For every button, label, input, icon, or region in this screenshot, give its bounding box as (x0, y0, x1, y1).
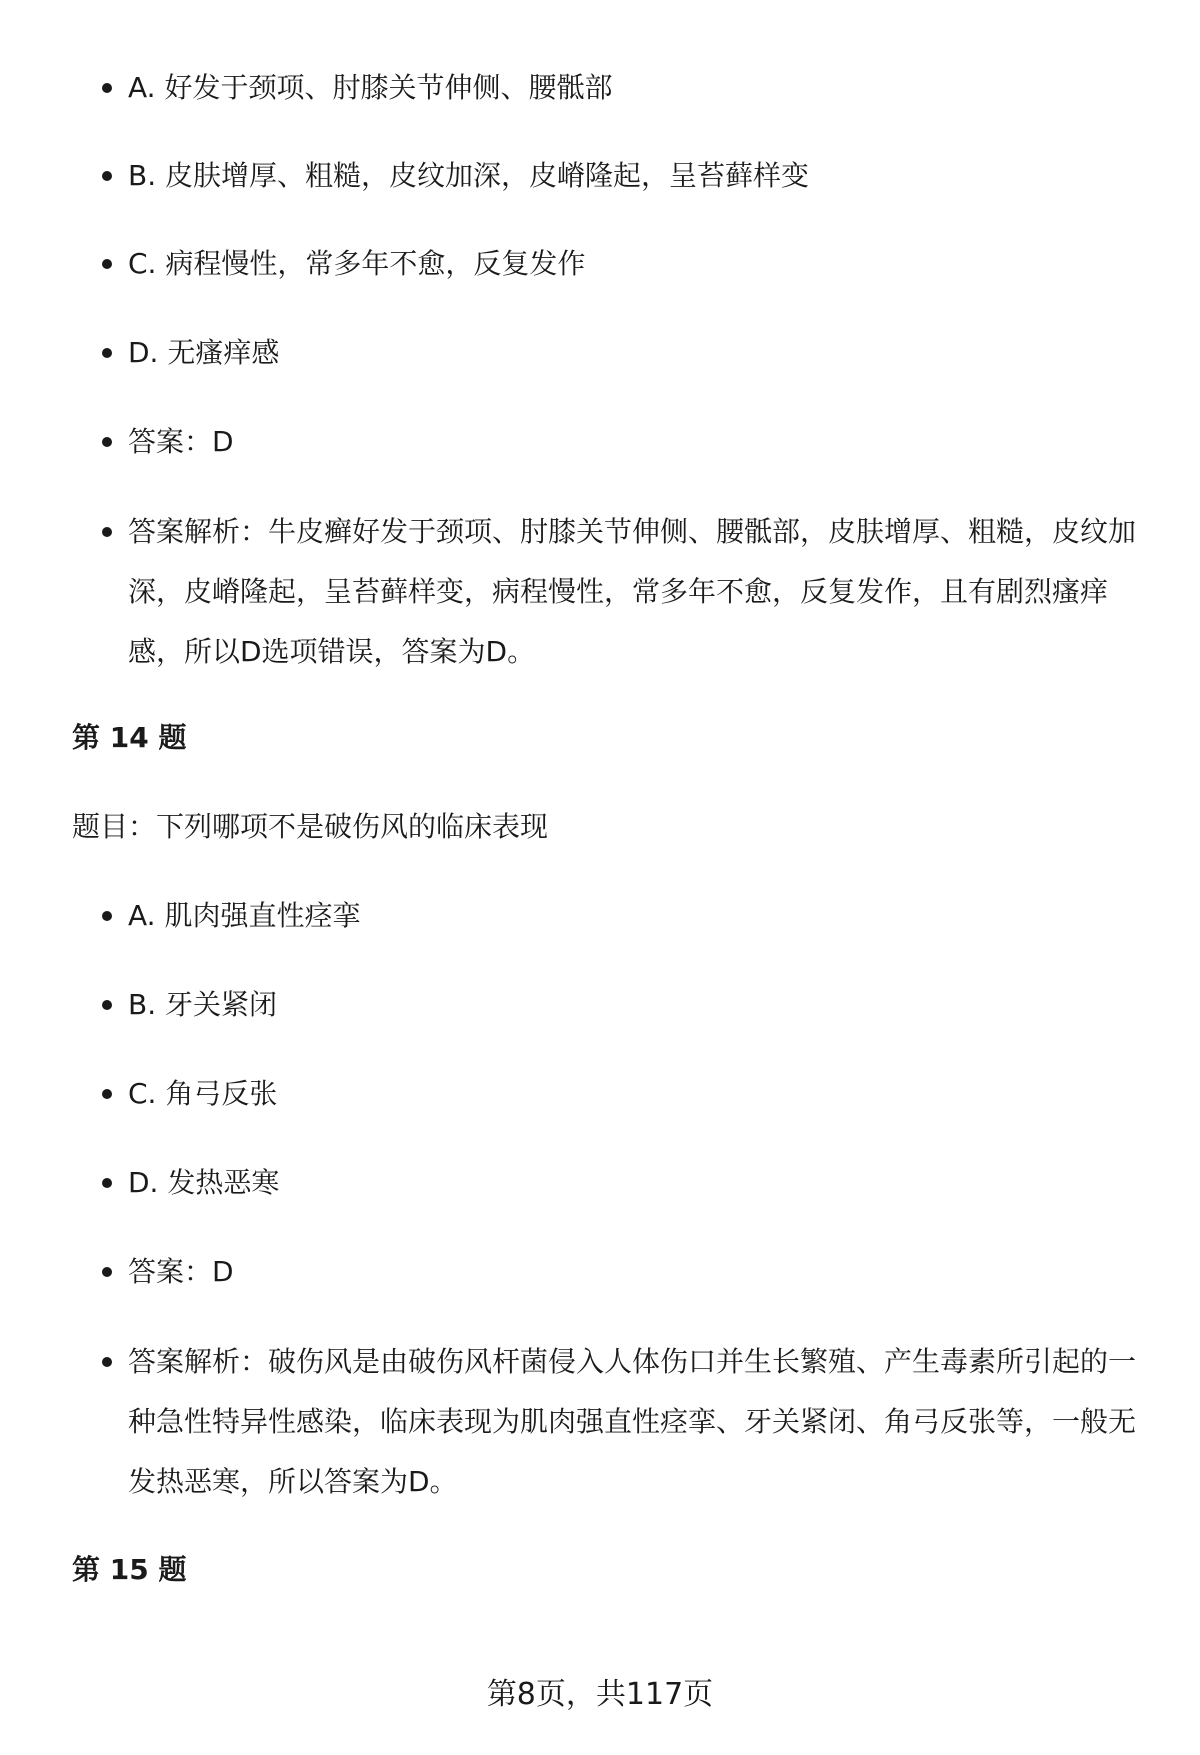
list-item (128, 323, 1138, 383)
bullet-icon (102, 1089, 112, 1099)
list-item (128, 1153, 1138, 1213)
option-c: C. 病程慢性，常多年不愈，反复发作 (128, 247, 586, 280)
question-heading: 第 15 题 (72, 1553, 187, 1586)
explanation-text: 答案解析：牛皮癣好发于颈项、肘膝关节伸侧、腰骶部，皮肤增厚、粗糙，皮纹加深，皮嵴隆起，呈苔藓样变，病程慢性，常多年不愈，反复发作，且有剧烈瘙痒感，所以D选项错误，答案为D。 (128, 515, 1137, 668)
bullet-icon (102, 83, 112, 93)
bullet-icon (102, 437, 112, 447)
option-a: A. 好发于颈项、肘膝关节伸侧、腰骶部 (128, 71, 613, 104)
bullet-icon (102, 1178, 112, 1188)
bullet-icon (102, 259, 112, 269)
answer-text: 答案：D (128, 425, 234, 458)
list-item (128, 1242, 1138, 1302)
list-item (128, 146, 1138, 206)
list-item (128, 412, 1138, 472)
question-text: 题目：下列哪项不是破伤风的临床表现 (72, 810, 549, 843)
page-number: 第8页，共117页 (486, 1677, 714, 1712)
bullet-icon (102, 527, 112, 537)
list-item (128, 1332, 1138, 1512)
explanation-text: 答案解析：破伤风是由破伤风杆菌侵入人体伤口并生长繁殖、产生毒素所引起的一种急性特异性感染，临床表现为肌肉强直性痉挛、牙关紧闭、角弓反张等，一般无发热恶寒，所以答案为D。 (128, 1345, 1137, 1498)
option-b: B. 皮肤增厚、粗糙，皮纹加深，皮嵴隆起，呈苔藓样变 (128, 159, 810, 192)
option-b: B. 牙关紧闭 (128, 988, 278, 1021)
option-a: A. 肌肉强直性痉挛 (128, 899, 361, 932)
bullet-icon (102, 911, 112, 921)
list-item (128, 975, 1138, 1035)
bullet-icon (102, 1000, 112, 1010)
bullet-icon (102, 1267, 112, 1277)
bullet-icon (102, 1357, 112, 1367)
question-heading: 第 14 题 (72, 721, 187, 754)
option-d: D. 发热恶寒 (128, 1166, 280, 1199)
bullet-icon (102, 348, 112, 358)
bullet-icon (102, 171, 112, 181)
list-item (128, 1064, 1138, 1124)
answer-text: 答案：D (128, 1255, 234, 1288)
list-item (128, 502, 1138, 682)
list-item (128, 234, 1138, 294)
option-d: D. 无瘙痒感 (128, 336, 280, 369)
option-c: C. 角弓反张 (128, 1077, 278, 1110)
list-item (128, 58, 1138, 118)
list-item (128, 886, 1138, 946)
